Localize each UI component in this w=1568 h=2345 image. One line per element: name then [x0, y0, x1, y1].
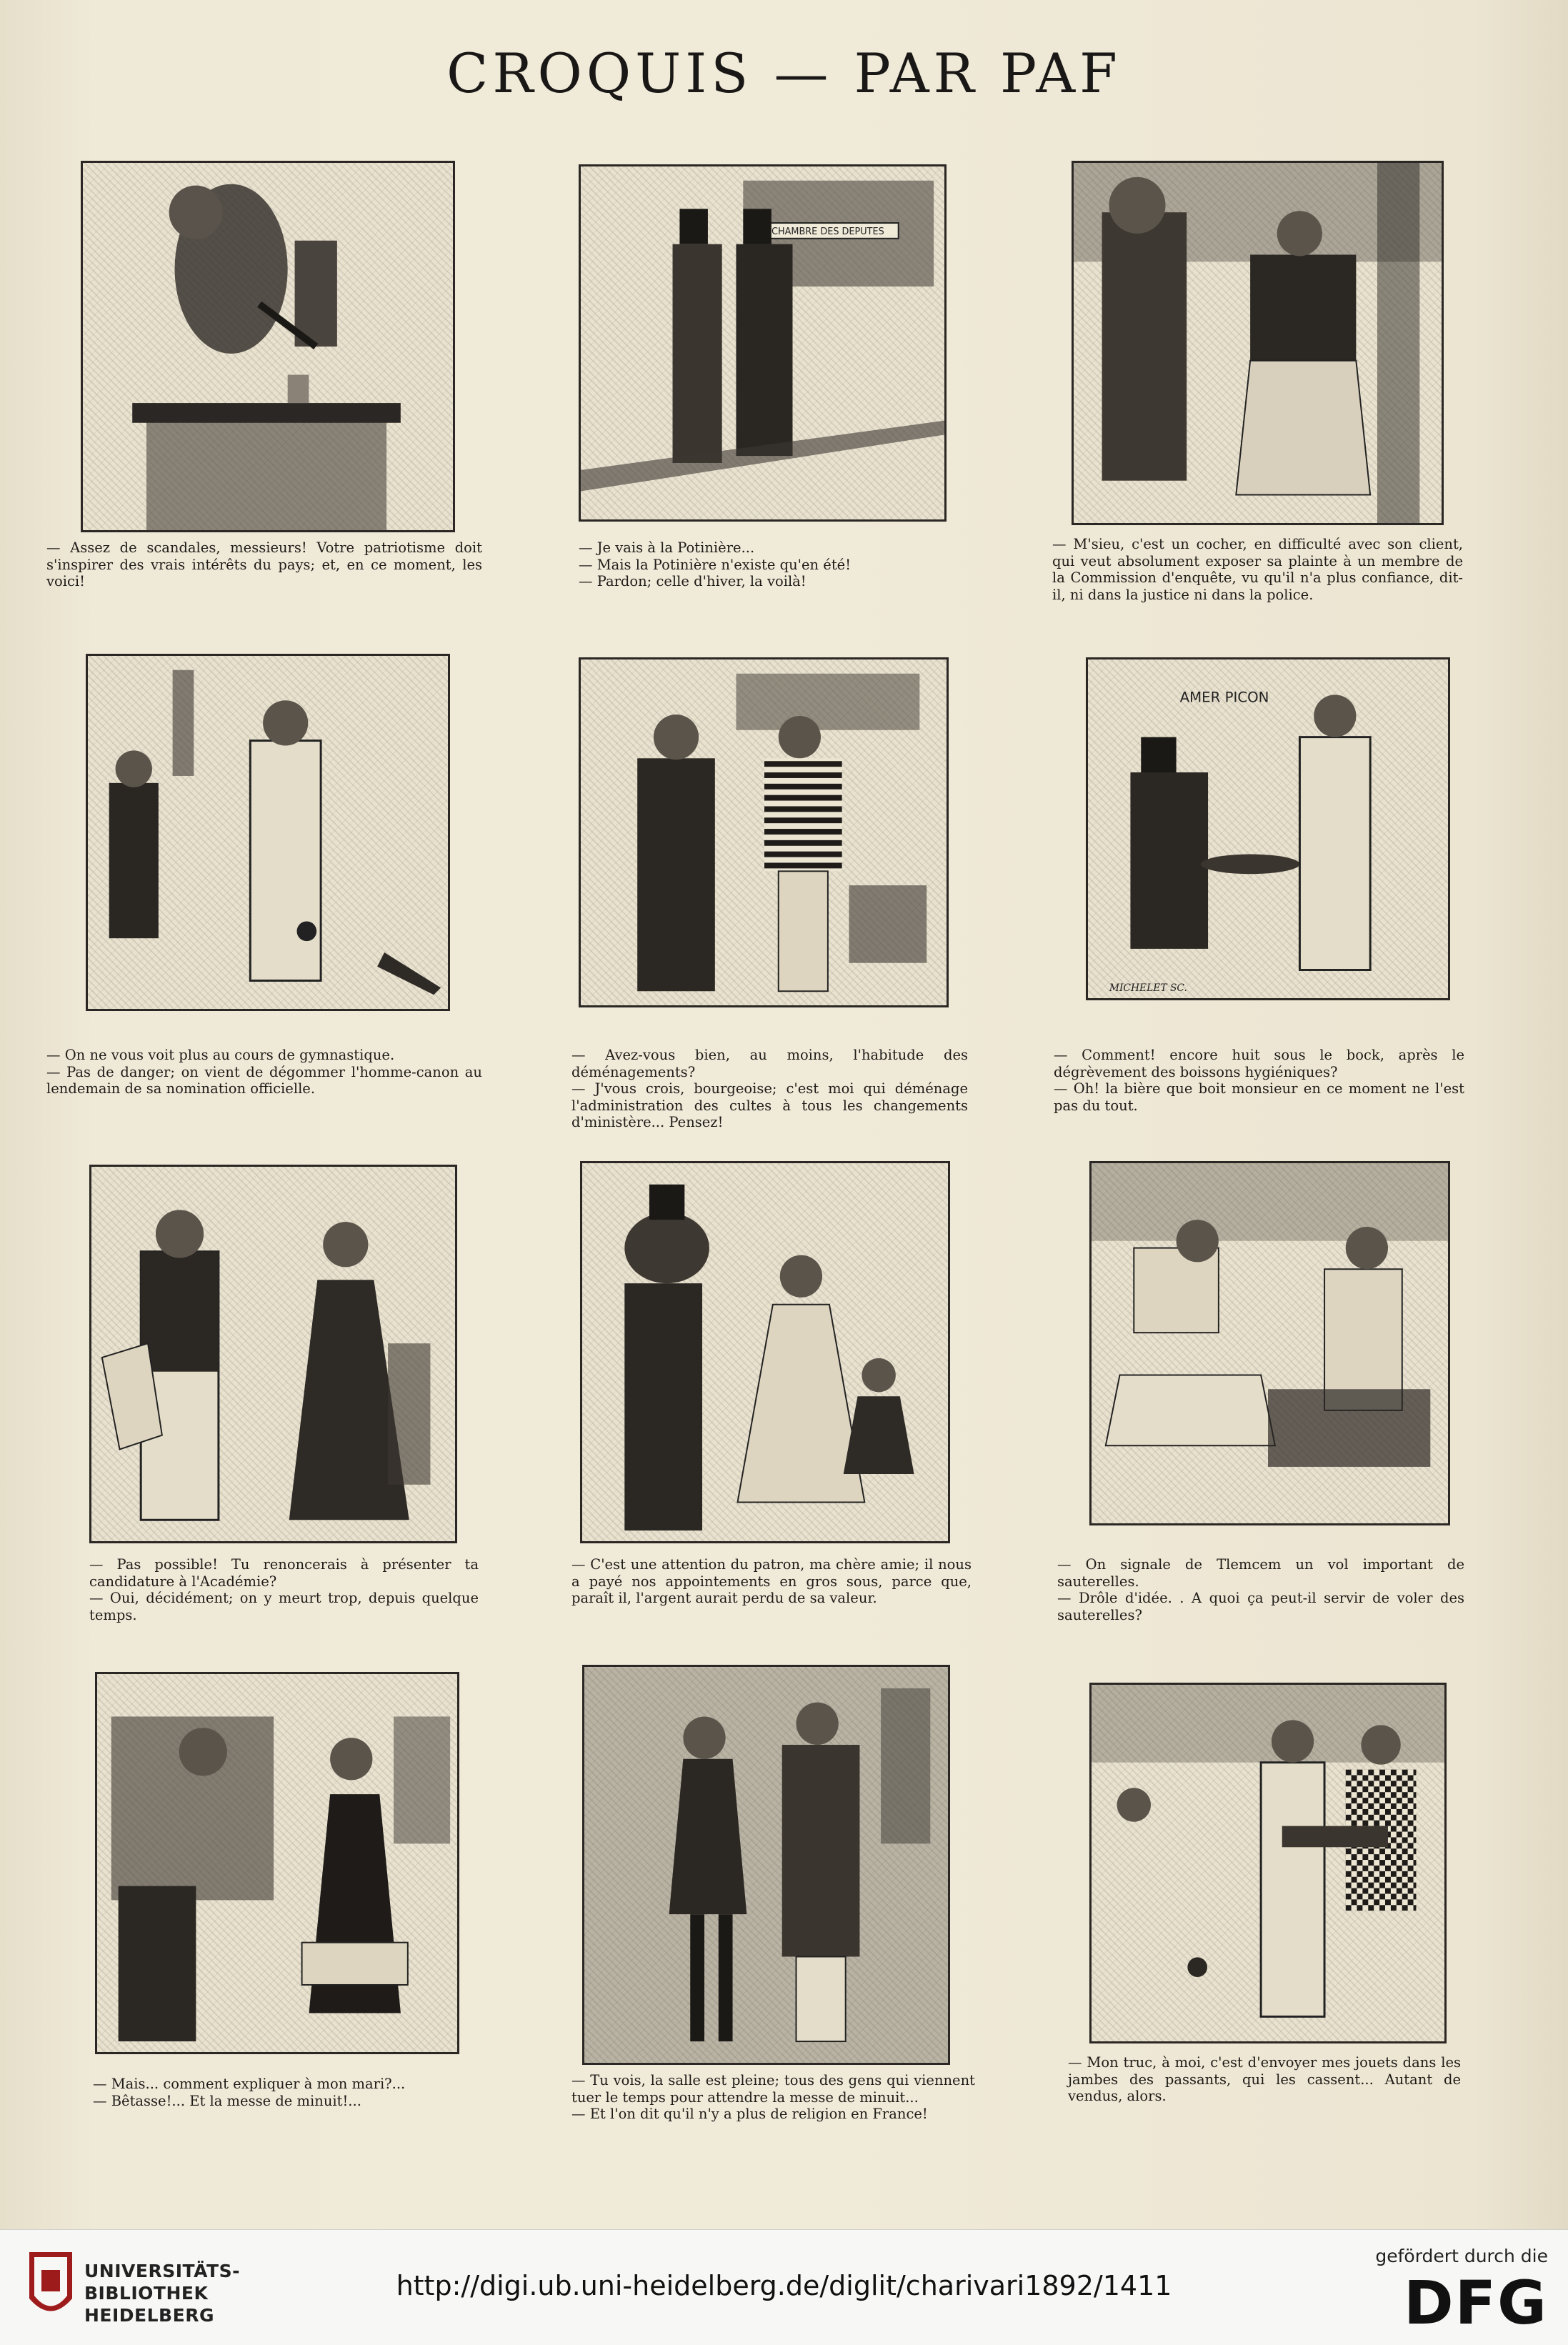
illustration-doorway [584, 1667, 948, 2063]
caption-12: — Mon truc, à moi, c'est d'envoyer mes jouets dans les jambes des passants, qui les cassent... Autant de vendus, alors. [1068, 2054, 1461, 2104]
cartoon-panel-4 [86, 654, 450, 1011]
dfg-logo: DFG [1403, 2268, 1548, 2338]
footer-bar [0, 2229, 1568, 2345]
illustration-chamber-street [581, 166, 944, 519]
caption-4: — On ne vous voit plus au cours de gymnastique. — Pas de danger; on vient de dégommer l'homme-canon au lendemain de sa nomination officielle. [46, 1047, 482, 1097]
cartoon-panel-8 [580, 1161, 950, 1543]
source-url[interactable]: http://digi.ub.uni-heidelberg.de/diglit/charivari1892/1411 [396, 2270, 1172, 2301]
amer-picon-sign: AMER PICON [1179, 689, 1269, 706]
funded-by-label: gefördert durch die [1375, 2246, 1548, 2266]
institution-name: UNIVERSITÄTS- BIBLIOTHEK HEIDELBERG [84, 2261, 240, 2326]
caption-5: — Avez-vous bien, au moins, l'habitude des déménagements? — J'vous crois, bourgeoise; c'est moi qui déménage l'administration des cultes à tous les changements d'ministère... Pensez! [571, 1047, 968, 1130]
caption-6: — Comment! encore huit sous le bock, après le dégrèvement des boissons hygiéniques? — Oh! la bière que boit monsieur en ce moment ne l'est pas du tout. [1054, 1047, 1464, 1114]
cartoon-panel-12 [1089, 1683, 1447, 2043]
illustration-toy-seller [1092, 1685, 1444, 2041]
illustration-cafe [1088, 659, 1448, 998]
cartoon-panel-6 [1086, 657, 1450, 1000]
cartoon-panel-5 [579, 657, 949, 1007]
illustration-newspaper-reading [1092, 1163, 1448, 1523]
chambre-sign: CHAMBRE DES DEPUTES [771, 226, 884, 237]
artist-signature: MICHELET SC. [1109, 982, 1187, 995]
caption-1: — Assez de scandales, messieurs! Votre patriotisme doit s'inspirer des vrais intérêts du pays; et, en ce moment, les voici! [46, 539, 482, 589]
illustration-coachman-maid [1074, 163, 1442, 523]
illustration-academy [91, 1167, 455, 1541]
cartoon-panel-9 [1089, 1161, 1450, 1525]
cartoon-panel-10 [95, 1672, 459, 2054]
cartoon-panel-1 [81, 161, 455, 532]
cartoon-panel-3 [1072, 161, 1444, 525]
caption-3: — M'sieu, c'est un cocher, en difficulté avec son client, qui veut absolument exposer sa plainte à un membre de la Commission d'enquête, vu qu'il n'a plus confiance, dit-il, ni dans la justice ni dans la police. [1052, 536, 1463, 603]
caption-9: — On signale de Tlemcem un vol important de sauterelles. — Drôle d'idée. . A quoi ça peut-il servir de voler des sauterelles? [1057, 1556, 1464, 1623]
caption-10: — Mais... comment expliquer à mon mari?... — Bêtasse!... Et la messe de minuit!... [93, 2076, 406, 2109]
illustration-coins [582, 1163, 948, 1541]
illustration-orator-puppet [83, 163, 453, 530]
page-title: CROQUIS — PAR PAF [446, 41, 1122, 105]
illustration-gymnasium [88, 656, 448, 1009]
cartoon-panel-11 [582, 1665, 950, 2065]
illustration-moving-man [581, 659, 947, 1005]
cartoon-panel-7 [89, 1165, 457, 1543]
illustration-boudoir [97, 1674, 457, 2052]
caption-8: — C'est une attention du patron, ma chère amie; il nous a payé nos appointements en gros sous, parce que, paraît il, l'argent aurait perdu de sa valeur. [571, 1556, 972, 1606]
caption-7: — Pas possible! Tu renoncerais à présenter ta candidature à l'Académie? — Oui, décidément; on y meurt trop, depuis quelque temps. [89, 1556, 479, 1623]
caption-2: — Je vais à la Potinière... — Mais la Potinière n'existe qu'en été! — Pardon; celle d'hiver, la voilà! [579, 539, 852, 589]
cartoon-panel-2 [579, 164, 947, 522]
caption-11: — Tu vois, la salle est pleine; tous des gens qui viennent tuer le temps pour attendre la messe de minuit... — Et l'on dit qu'il n'y a plus de religion en France! [571, 2072, 975, 2122]
